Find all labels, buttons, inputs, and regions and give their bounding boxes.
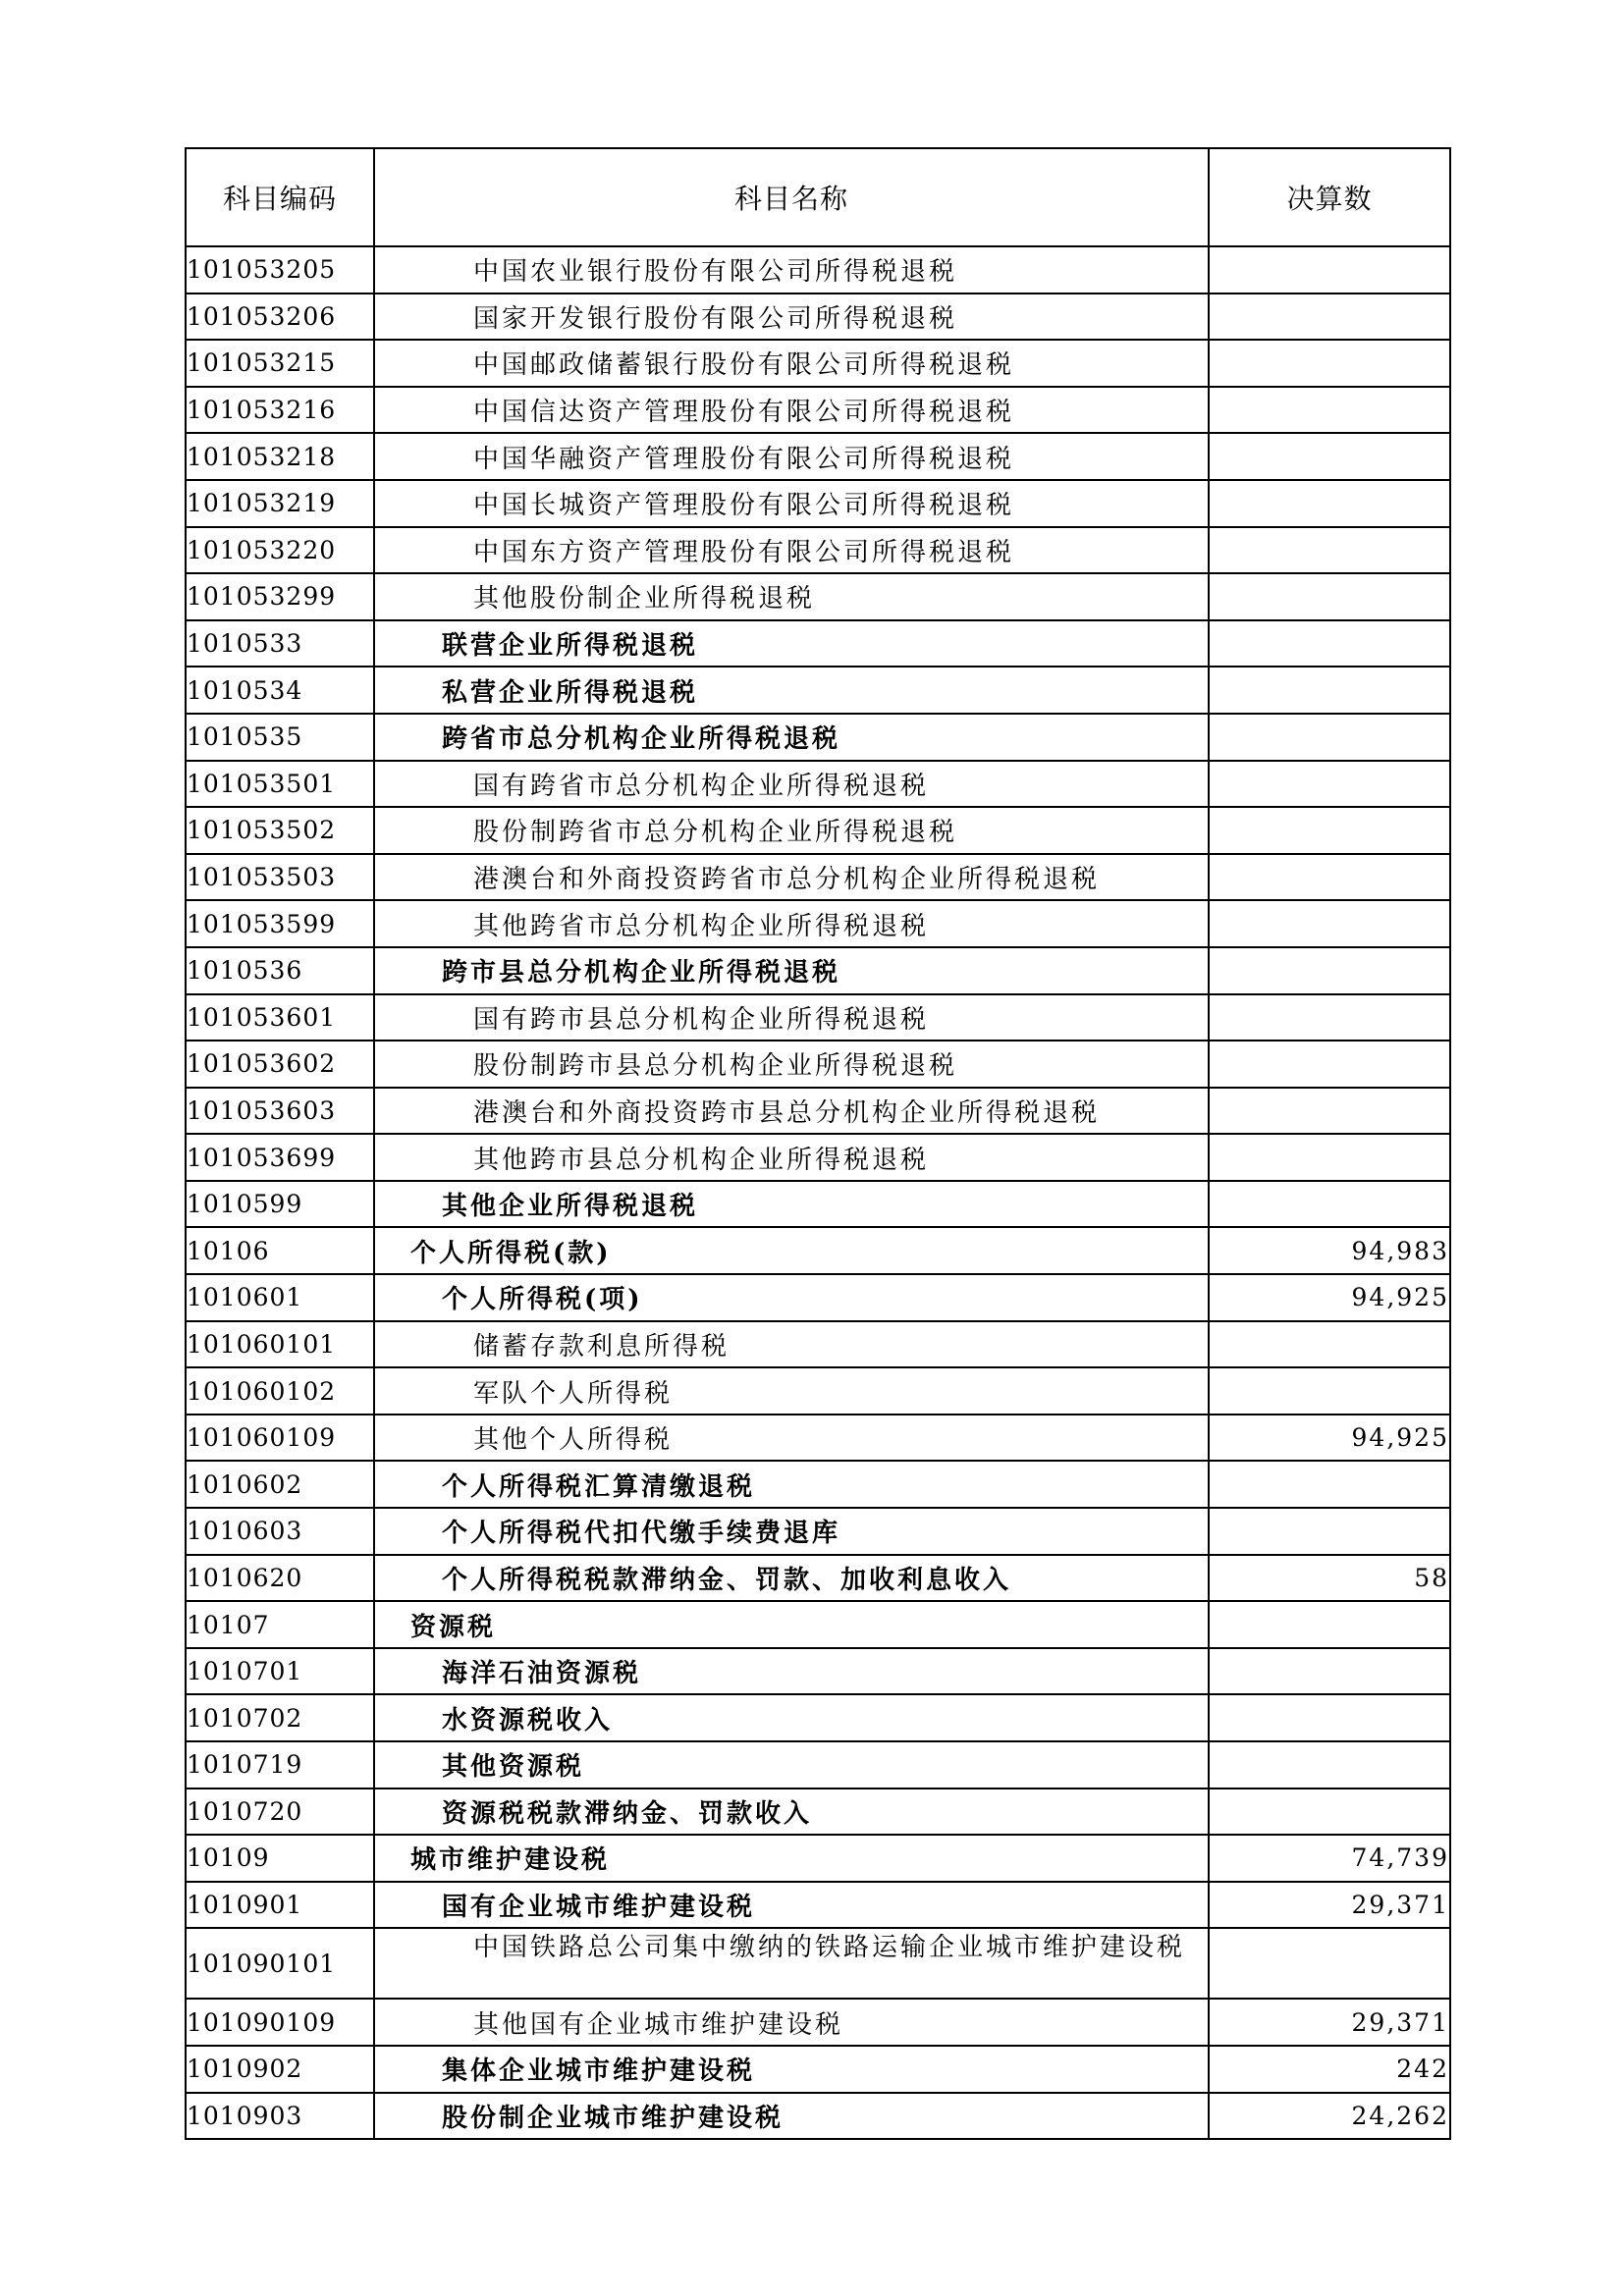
table-row [186,900,1450,947]
row-amount [1209,480,1450,527]
row-name: 港澳台和外商投资跨省市总分机构企业所得税退税 [374,854,1209,901]
table-row [186,807,1450,854]
budget-table [185,147,1451,2140]
row-amount: 29,371 [1209,1882,1450,1929]
row-amount [1209,1134,1450,1181]
row-name: 其他国有企业城市维护建设税 [374,1999,1209,2046]
row-name: 集体企业城市维护建设税 [374,2046,1209,2093]
row-name: 股份制跨省市总分机构企业所得税退税 [374,807,1209,854]
row-amount: 24,262 [1209,2093,1450,2140]
table-row [186,761,1450,808]
table-row [186,387,1450,434]
row-amount [1209,1508,1450,1555]
row-code: 1010599 [186,1181,374,1228]
table-header-row [186,148,1450,246]
row-name: 个人所得税(款) [374,1227,1209,1274]
row-amount: 94,983 [1209,1227,1450,1274]
table-row [186,1508,1450,1555]
row-code: 101053503 [186,854,374,901]
row-name: 中国铁路总公司集中缴纳的铁路运输企业城市维护建设税 [473,1933,1186,1963]
table-row [186,573,1450,620]
table-row [186,246,1450,294]
row-code: 1010620 [186,1555,374,1602]
row-code: 101060109 [186,1415,374,1462]
row-name: 中国邮政储蓄银行股份有限公司所得税退税 [374,340,1209,387]
table-row [186,1321,1450,1368]
row-amount: 94,925 [1209,1274,1450,1321]
header-amount: 决算数 [1209,148,1450,246]
table-row [186,340,1450,387]
row-name: 其他企业所得税退税 [374,1181,1209,1228]
row-amount [1209,1041,1450,1088]
row-amount [1209,1694,1450,1741]
row-amount [1209,1789,1450,1836]
row-code: 10107 [186,1601,374,1648]
row-code: 101053502 [186,807,374,854]
row-amount [1209,900,1450,947]
row-name: 中国农业银行股份有限公司所得税退税 [374,246,1209,294]
row-code: 10106 [186,1227,374,1274]
row-amount [1209,854,1450,901]
row-amount [1209,1648,1450,1695]
table-row [186,854,1450,901]
row-code: 101053603 [186,1088,374,1135]
row-name: 跨省市总分机构企业所得税退税 [374,714,1209,761]
row-amount [1209,1088,1450,1135]
row-amount [1209,1741,1450,1789]
row-name: 水资源税收入 [374,1694,1209,1741]
table-row [186,1227,1450,1274]
table-row [186,2046,1450,2093]
row-name: 联营企业所得税退税 [374,620,1209,667]
table-row [186,433,1450,480]
row-code: 101053220 [186,527,374,574]
row-name: 个人所得税汇算清缴退税 [374,1461,1209,1508]
row-amount [1209,1181,1450,1228]
table-row [186,1999,1450,2046]
row-amount [1209,714,1450,761]
table-row [186,1181,1450,1228]
table-row [186,1134,1450,1181]
row-code: 101053699 [186,1134,374,1181]
row-name: 中国东方资产管理股份有限公司所得税退税 [374,527,1209,574]
row-code: 1010601 [186,1274,374,1321]
table-row [186,294,1450,341]
row-amount [1209,527,1450,574]
row-code: 101053599 [186,900,374,947]
row-name: 股份制跨市县总分机构企业所得税退税 [374,1041,1209,1088]
row-amount: 29,371 [1209,1999,1450,2046]
row-name: 其他股份制企业所得税退税 [374,573,1209,620]
row-name: 个人所得税代扣代缴手续费退库 [374,1508,1209,1555]
row-amount [1209,387,1450,434]
row-code: 1010901 [186,1882,374,1929]
row-name: 储蓄存款利息所得税 [374,1321,1209,1368]
table-row [186,1555,1450,1602]
row-name: 中国华融资产管理股份有限公司所得税退税 [374,433,1209,480]
row-code: 1010902 [186,2046,374,2093]
row-amount [1209,1461,1450,1508]
row-code: 1010702 [186,1694,374,1741]
row-code: 101053206 [186,294,374,341]
row-code: 1010903 [186,2093,374,2140]
row-amount [1209,246,1450,294]
row-name: 其他资源税 [374,1741,1209,1789]
row-code: 101060101 [186,1321,374,1368]
row-code: 101053602 [186,1041,374,1088]
row-name: 国有跨市县总分机构企业所得税退税 [374,994,1209,1041]
table-row [186,480,1450,527]
table-row [186,1415,1450,1462]
row-amount [1209,1601,1450,1648]
row-amount: 74,739 [1209,1835,1450,1882]
row-code: 101090109 [186,1999,374,2046]
table-row [186,1367,1450,1415]
table-row [186,1928,1450,1999]
row-amount [1209,807,1450,854]
row-amount [1209,1321,1450,1368]
table-row [186,1648,1450,1695]
row-amount [1209,1367,1450,1415]
header-code: 科目编码 [186,148,374,246]
row-code: 1010701 [186,1648,374,1695]
row-name: 其他个人所得税 [374,1415,1209,1462]
row-code: 101053216 [186,387,374,434]
row-name: 军队个人所得税 [374,1367,1209,1415]
row-code: 1010534 [186,667,374,714]
row-code: 101053205 [186,246,374,294]
row-code: 1010602 [186,1461,374,1508]
row-name: 个人所得税税款滞纳金、罚款、加收利息收入 [374,1555,1209,1602]
row-amount [1209,994,1450,1041]
table-row [186,667,1450,714]
table-row [186,1274,1450,1321]
header-name: 科目名称 [374,148,1209,246]
row-amount [1209,573,1450,620]
row-amount: 58 [1209,1555,1450,1602]
row-code: 1010533 [186,620,374,667]
row-amount [1209,620,1450,667]
row-code: 101053219 [186,480,374,527]
row-name: 资源税 [374,1601,1209,1648]
table-row [186,714,1450,761]
row-name: 港澳台和外商投资跨市县总分机构企业所得税退税 [374,1088,1209,1135]
table-row [186,1461,1450,1508]
row-name: 海洋石油资源税 [374,1648,1209,1695]
row-code: 1010536 [186,947,374,994]
row-code: 1010720 [186,1789,374,1836]
row-amount [1209,667,1450,714]
row-amount [1209,1928,1450,1999]
row-name: 私营企业所得税退税 [374,667,1209,714]
row-name: 个人所得税(项) [374,1274,1209,1321]
row-code: 101053501 [186,761,374,808]
row-amount [1209,433,1450,480]
row-name: 资源税税款滞纳金、罚款收入 [374,1789,1209,1836]
row-name: 其他跨市县总分机构企业所得税退税 [374,1134,1209,1181]
row-code: 101060102 [186,1367,374,1415]
row-code: 1010535 [186,714,374,761]
table-row [186,527,1450,574]
row-name: 中国信达资产管理股份有限公司所得税退税 [374,387,1209,434]
table-row [186,1694,1450,1741]
row-code: 101090101 [186,1928,374,1999]
table-row [186,1835,1450,1882]
row-name: 城市维护建设税 [374,1835,1209,1882]
table-row [186,1882,1450,1929]
table-row [186,1088,1450,1135]
row-code: 101053299 [186,573,374,620]
table-row [186,1601,1450,1648]
row-name: 中国长城资产管理股份有限公司所得税退税 [374,480,1209,527]
row-amount [1209,761,1450,808]
row-amount [1209,294,1450,341]
row-name: 股份制企业城市维护建设税 [374,2093,1209,2140]
row-code: 101053218 [186,433,374,480]
row-name: 国有跨省市总分机构企业所得税退税 [374,761,1209,808]
row-code: 1010719 [186,1741,374,1789]
table-row [186,994,1450,1041]
row-code: 101053601 [186,994,374,1041]
row-code: 10109 [186,1835,374,1882]
row-amount: 94,925 [1209,1415,1450,1462]
row-code: 101053215 [186,340,374,387]
table-row [186,2093,1450,2140]
row-code: 1010603 [186,1508,374,1555]
row-amount [1209,947,1450,994]
row-amount: 242 [1209,2046,1450,2093]
table-row [186,947,1450,994]
table-row [186,620,1450,667]
row-amount [1209,340,1450,387]
row-name-wrapped [374,1928,1209,1999]
table-row [186,1741,1450,1789]
row-name: 国家开发银行股份有限公司所得税退税 [374,294,1209,341]
row-name: 国有企业城市维护建设税 [374,1882,1209,1929]
row-name: 跨市县总分机构企业所得税退税 [374,947,1209,994]
row-name: 其他跨省市总分机构企业所得税退税 [374,900,1209,947]
table-row [186,1789,1450,1836]
table-row [186,1041,1450,1088]
